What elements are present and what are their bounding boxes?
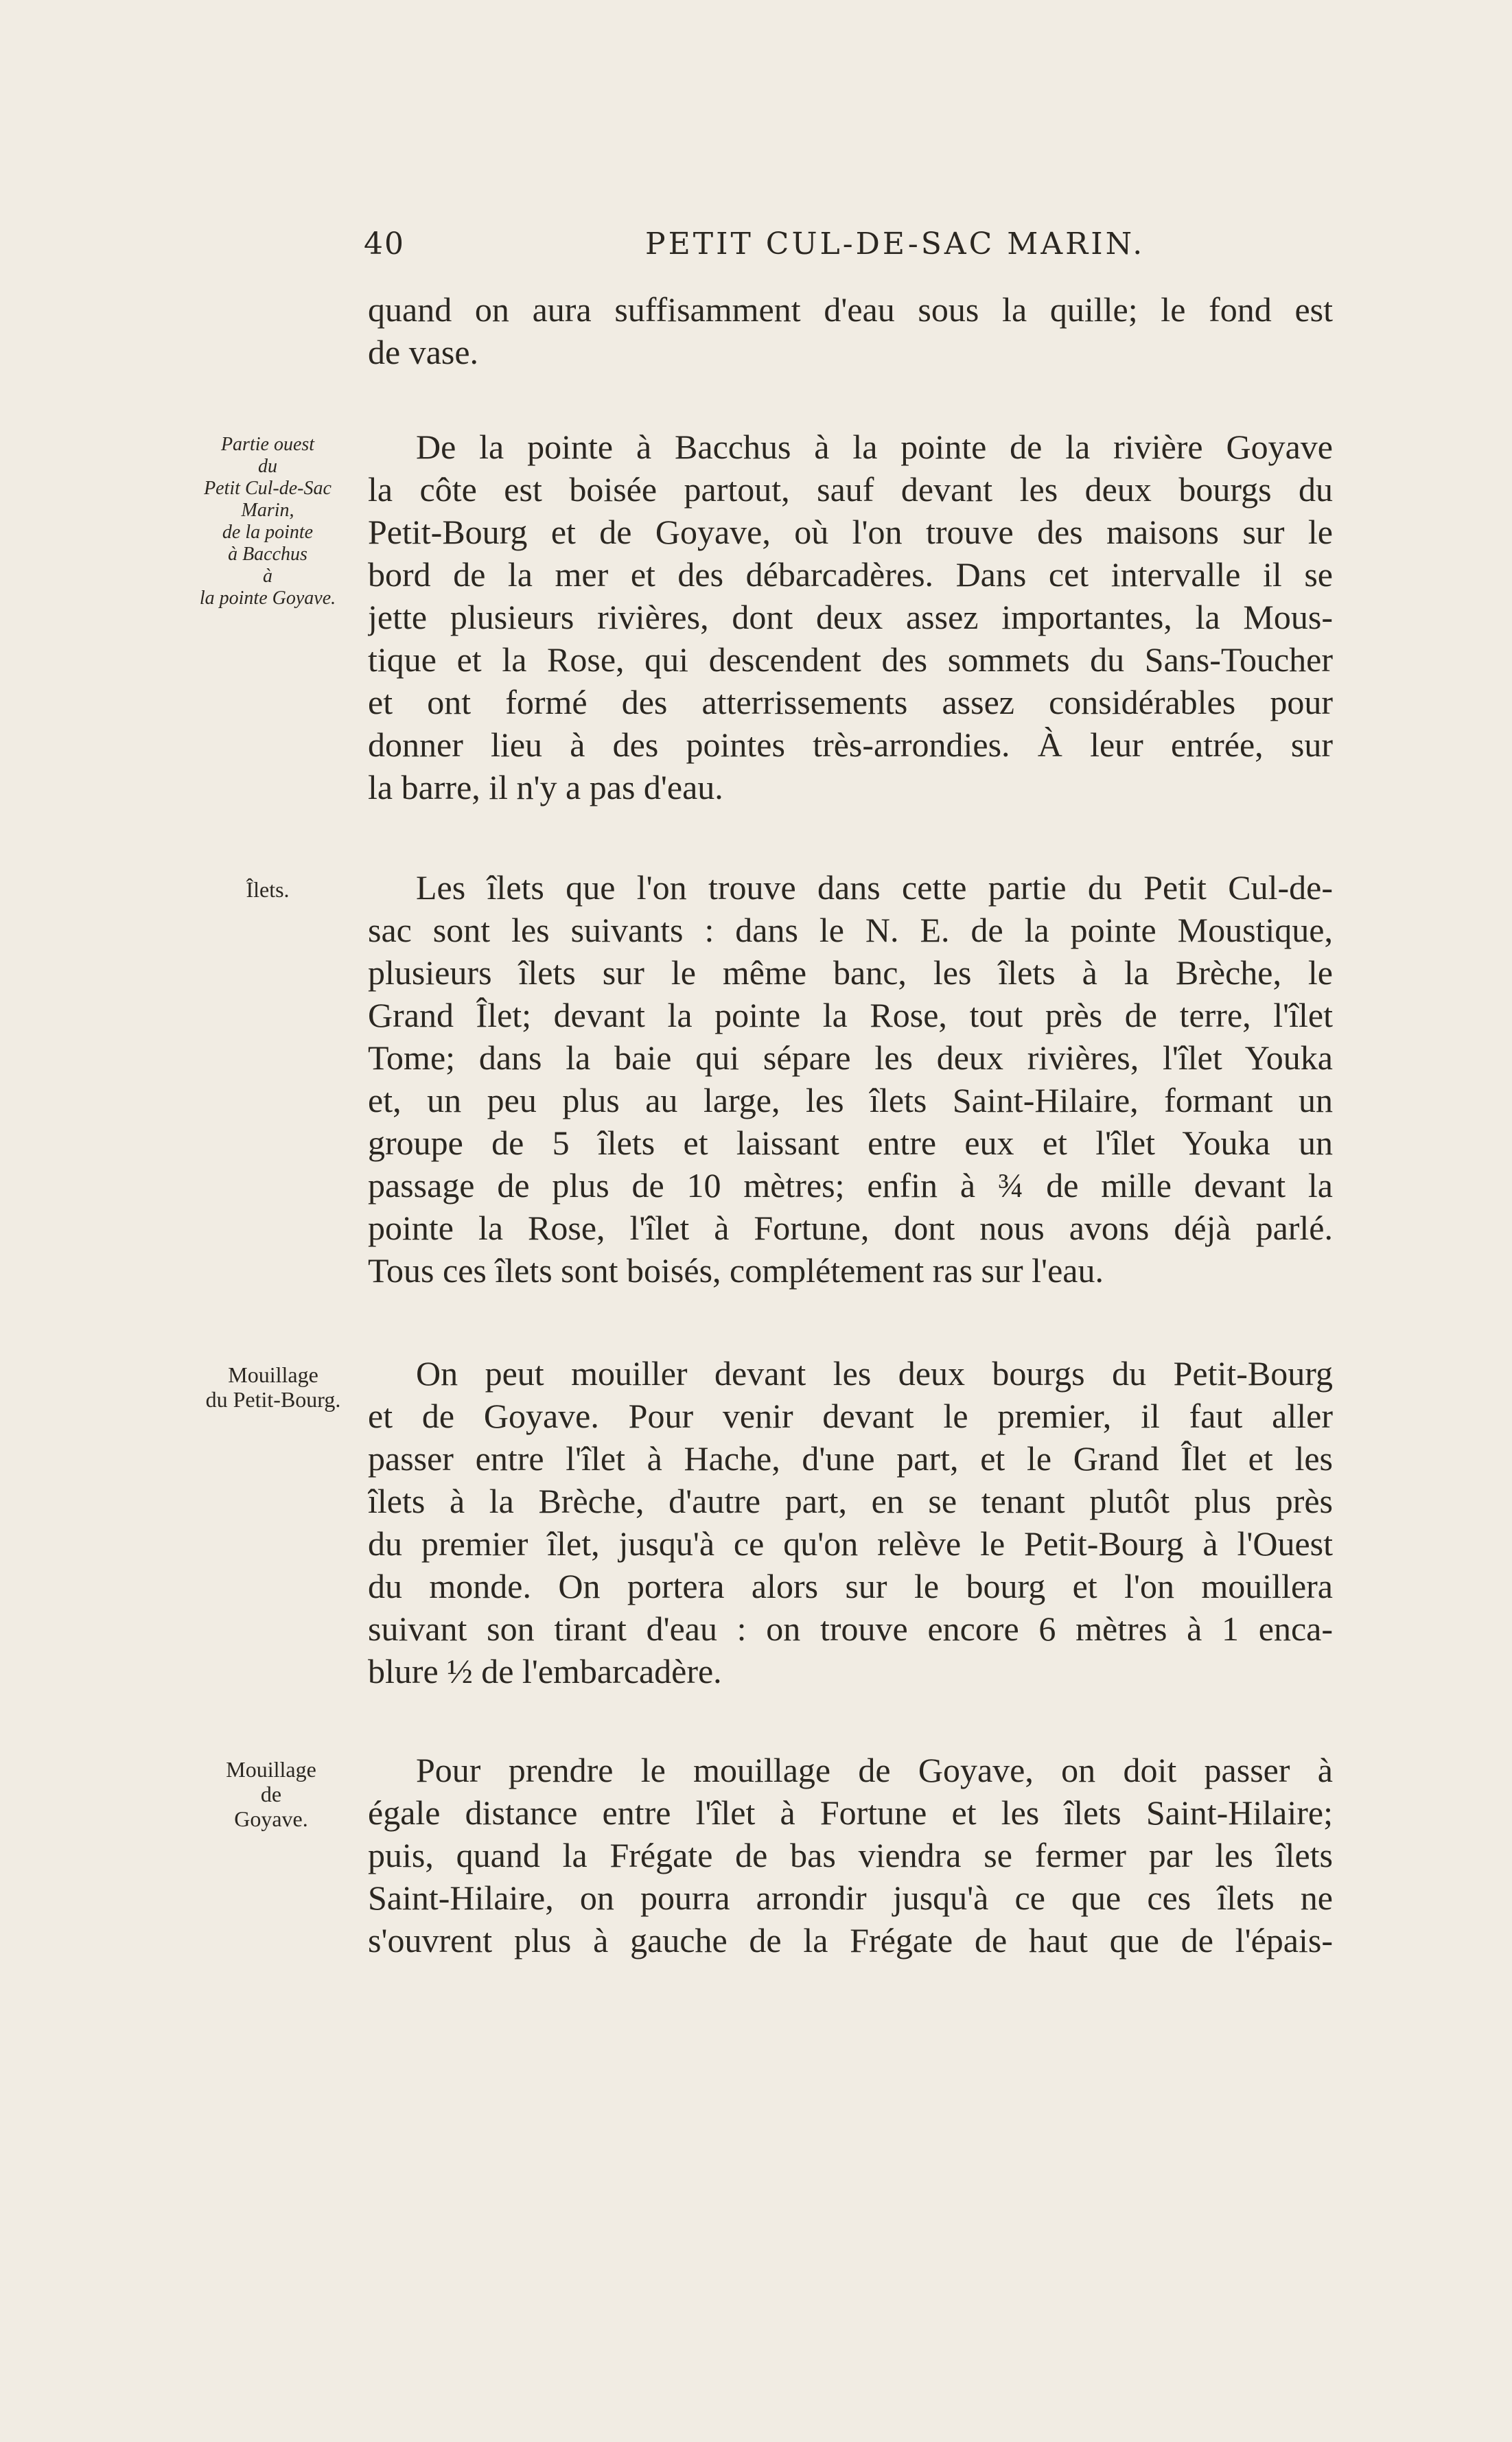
text-line: du premier îlet, jusqu'à ce qu'on relève le Petit-Bourg à l'Ouest: [368, 1524, 1333, 1563]
text-line: la côte est boisée partout, sauf devant les deux bourgs du: [368, 470, 1333, 509]
margin-note-line: Partie ouest: [220, 434, 315, 455]
text-line: s'ouvrent plus à gauche de la Frégate de haut que de l'épais-: [368, 1921, 1333, 1960]
margin-note-mouillage-petit-bourg: [177, 1362, 369, 1412]
text-line: On peut mouiller devant les deux bourgs du Petit-Bourg: [416, 1354, 1333, 1393]
text-line: Pour prendre le mouillage de Goyave, on doit passer à: [416, 1751, 1333, 1789]
paragraph-cote: [368, 426, 1333, 809]
text-line: îlets à la Brèche, d'autre part, en se tenant plutôt plus près: [368, 1482, 1333, 1520]
text-line: égale distance entre l'îlet à Fortune et les îlets Saint-Hilaire;: [368, 1793, 1333, 1832]
margin-note-line: Îlets.: [246, 877, 290, 902]
text-line: Tous ces îlets sont boisés, complétement ras sur l'eau.: [368, 1251, 1104, 1290]
text-line: et ont formé des atterrissements assez considérables pour: [368, 683, 1333, 721]
margin-note-line: la pointe Goyave.: [199, 588, 336, 609]
text-line: donner lieu à des pointes très-arrondies. À leur entrée, sur: [368, 725, 1333, 764]
text-line: bord de la mer et des débarcadères. Dans cet intervalle il se: [368, 555, 1333, 594]
text-line: de vase.: [368, 333, 479, 371]
text-line: De la pointe à Bacchus à la pointe de la rivière Goyave: [416, 428, 1333, 466]
margin-note-line: du: [258, 456, 277, 477]
margin-note-line: Goyave.: [234, 1806, 308, 1831]
text-line: suivant son tirant d'eau : on trouve encore 6 mètres à 1 enca-: [368, 1609, 1333, 1648]
paragraph-ilets: [368, 866, 1333, 1292]
text-line: groupe de 5 îlets et laissant entre eux et l'îlet Youka un: [368, 1124, 1333, 1162]
margin-note-partie-ouest: [175, 434, 360, 609]
text-line: Les îlets que l'on trouve dans cette partie du Petit Cul-de-: [416, 868, 1333, 907]
text-line: passer entre l'îlet à Hache, d'une part, et le Grand Îlet et les: [368, 1439, 1333, 1478]
text-line: Petit-Bourg et de Goyave, où l'on trouve des maisons sur le: [368, 513, 1333, 551]
text-line: blure ½ de l'embarcadère.: [368, 1652, 722, 1690]
text-line: passage de plus de 10 mètres; enfin à ¾ de mille devant la: [368, 1166, 1333, 1205]
text-line: du monde. On portera alors sur le bourg et l'on mouillera: [368, 1567, 1333, 1605]
margin-note-line: Mouillage: [228, 1362, 318, 1387]
text-line: et de Goyave. Pour venir devant le premier, il faut aller: [368, 1397, 1333, 1435]
margin-note-line: Marin,: [241, 500, 294, 521]
text-line: la barre, il n'y a pas d'eau.: [368, 768, 723, 806]
text-line: sac sont les suivants : dans le N. E. de la pointe Moustique,: [368, 911, 1333, 949]
text-line: Saint-Hilaire, on pourra arrondir jusqu'à ce que ces îlets ne: [368, 1879, 1333, 1917]
paragraph-continuation: [368, 288, 1333, 373]
text-line: et, un peu plus au large, les îlets Saint-Hilaire, formant un: [368, 1081, 1333, 1119]
text-line: tique et la Rose, qui descendent des sommets du Sans-Toucher: [368, 640, 1333, 679]
text-line: pointe la Rose, l'îlet à Fortune, dont nous avons déjà parlé.: [368, 1209, 1333, 1247]
margin-note-line: du Petit-Bourg.: [205, 1387, 341, 1412]
text-line: Tome; dans la baie qui sépare les deux rivières, l'îlet Youka: [368, 1038, 1333, 1077]
text-line: jette plusieurs rivières, dont deux assez importantes, la Mous-: [368, 598, 1333, 636]
margin-note-line: à Bacchus: [228, 544, 307, 565]
text-line: puis, quand la Frégate de bas viendra se fermer par les îlets: [368, 1836, 1333, 1874]
margin-note-line: Petit Cul-de-Sac: [204, 478, 332, 499]
text-line: plusieurs îlets sur le même banc, les îlets à la Brèche, le: [368, 953, 1333, 992]
paragraph-mouillage-goyave: [368, 1749, 1333, 1962]
text-line: Grand Îlet; devant la pointe la Rose, tout près de terre, l'îlet: [368, 996, 1333, 1034]
page-number: 40: [364, 226, 405, 261]
margin-note-ilets: [220, 877, 316, 902]
margin-note-line: de la pointe: [222, 522, 314, 543]
paragraph-mouillage-petit-bourg: [368, 1352, 1333, 1693]
margin-note-mouillage-goyave: [206, 1757, 336, 1831]
running-title: PETIT CUL-DE-SAC MARIN.: [645, 226, 1145, 261]
margin-note-line: Mouillage: [226, 1757, 316, 1782]
margin-note-line: à: [263, 566, 272, 587]
margin-note-line: de: [260, 1782, 282, 1806]
page-header: [364, 226, 1331, 268]
text-line: quand on aura suffisamment d'eau sous la quille; le fond est: [368, 290, 1333, 329]
